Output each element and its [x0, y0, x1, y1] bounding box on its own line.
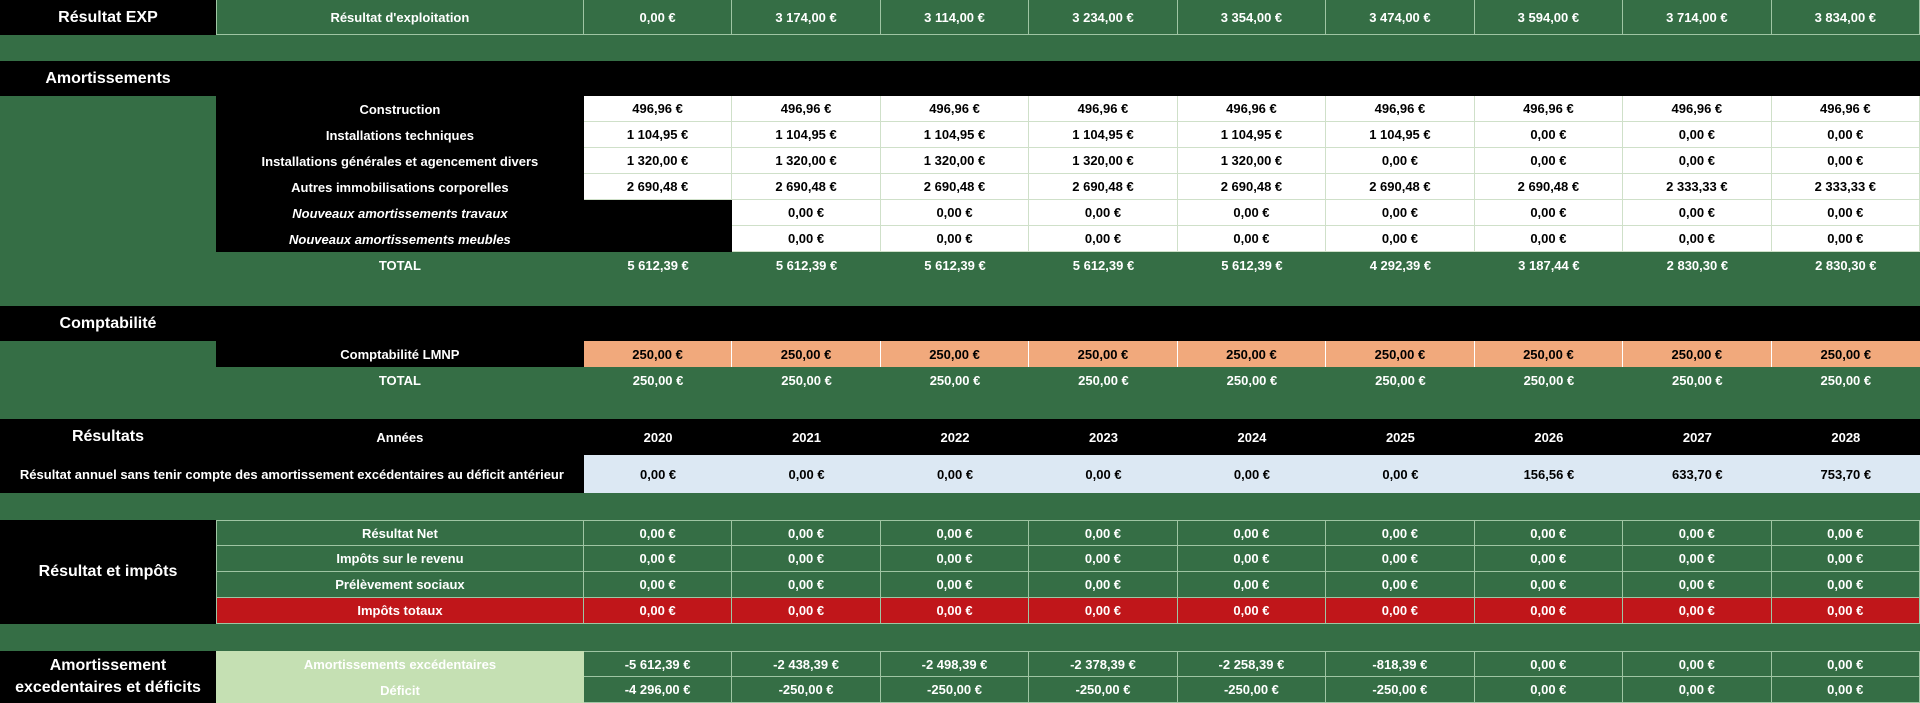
- value-cell[interactable]: 0,00 €: [732, 226, 880, 252]
- value-cell[interactable]: 0,00 €: [1326, 455, 1474, 493]
- table-row: [0, 341, 1920, 367]
- value-cell[interactable]: 0,00 €: [1623, 148, 1771, 174]
- value-cell[interactable]: 0,00 €: [1772, 677, 1920, 703]
- table-row: [0, 96, 1920, 122]
- table-row: [216, 598, 1920, 624]
- value-cell[interactable]: 496,96 €: [1623, 96, 1771, 122]
- value-cell[interactable]: 3 834,00 €: [1772, 0, 1920, 35]
- value-cell[interactable]: 3 114,00 €: [881, 0, 1029, 35]
- value-cell[interactable]: 0,00 €: [1623, 226, 1771, 252]
- total-value[interactable]: 250,00 €: [1178, 367, 1326, 393]
- value-cell[interactable]: 250,00 €: [1772, 341, 1920, 367]
- total-value[interactable]: 5 612,39 €: [1029, 252, 1177, 278]
- value-cell[interactable]: 0,00 €: [1326, 572, 1474, 598]
- value-cell[interactable]: 0,00 €: [1623, 200, 1771, 226]
- value-cell[interactable]: 2 690,48 €: [1029, 174, 1177, 200]
- value-cell[interactable]: 0,00 €: [1178, 200, 1326, 226]
- value-cell[interactable]: -5 612,39 €: [584, 651, 732, 677]
- value-cell[interactable]: 2 690,48 €: [881, 174, 1029, 200]
- year-header[interactable]: 2023: [1089, 429, 1118, 445]
- value-cell[interactable]: 0,00 €: [584, 520, 732, 546]
- value-cell[interactable]: -818,39 €: [1326, 651, 1474, 677]
- row-label[interactable]: Impôts sur le revenu: [216, 546, 584, 572]
- value-cell[interactable]: 496,96 €: [1772, 96, 1920, 122]
- value-cell[interactable]: 0,00 €: [1178, 598, 1326, 624]
- section-amortissements[interactable]: Amortissements: [45, 69, 171, 87]
- value-cell[interactable]: 496,96 €: [1178, 96, 1326, 122]
- value-cell[interactable]: 0,00 €: [1029, 546, 1177, 572]
- value-cell[interactable]: 1 104,95 €: [584, 122, 732, 148]
- value-cell[interactable]: 0,00 €: [1029, 200, 1177, 226]
- row-label[interactable]: Installations générales et agencement divers: [216, 148, 584, 174]
- value-cell[interactable]: 0,00 €: [1475, 572, 1623, 598]
- empty-cell[interactable]: [0, 252, 216, 278]
- year-header[interactable]: 2020: [643, 429, 673, 445]
- table-row: [0, 226, 1920, 252]
- value-cell[interactable]: 3 234,00 €: [1029, 0, 1177, 35]
- value-cell[interactable]: 250,00 €: [881, 341, 1029, 367]
- value-cell[interactable]: 2 690,48 €: [1326, 174, 1474, 200]
- value-cell[interactable]: 3 714,00 €: [1623, 0, 1771, 35]
- row-label[interactable]: Comptabilité LMNP: [216, 341, 584, 367]
- value-cell[interactable]: 0,00 €: [1029, 455, 1177, 493]
- total-value[interactable]: 250,00 €: [1326, 367, 1474, 393]
- value-cell[interactable]: [584, 226, 732, 252]
- value-cell[interactable]: 0,00 €: [732, 598, 880, 624]
- value-cell[interactable]: 0,00 €: [881, 546, 1029, 572]
- section-resultat-exp[interactable]: Résultat EXP: [0, 0, 216, 35]
- total-label[interactable]: TOTAL: [216, 367, 584, 393]
- value-cell[interactable]: 0,00 €: [881, 598, 1029, 624]
- value-cell[interactable]: 753,70 €: [1772, 455, 1920, 493]
- row-label[interactable]: Impôts totaux: [216, 598, 584, 624]
- value-cell[interactable]: 0,00 €: [881, 226, 1029, 252]
- total-value[interactable]: 250,00 €: [732, 367, 880, 393]
- year-header[interactable]: 2028: [1831, 429, 1861, 445]
- total-value[interactable]: 250,00 €: [1623, 367, 1771, 393]
- value-cell[interactable]: 3 354,00 €: [1178, 0, 1326, 35]
- value-cell[interactable]: 0,00 €: [1772, 226, 1920, 252]
- value-cell[interactable]: 1 320,00 €: [732, 148, 880, 174]
- value-cell[interactable]: 0,00 €: [584, 546, 732, 572]
- value-cell[interactable]: -2 498,39 €: [881, 651, 1029, 677]
- value-cell[interactable]: 0,00 €: [1326, 546, 1474, 572]
- value-cell[interactable]: 0,00 €: [1326, 520, 1474, 546]
- section-resultat-impots[interactable]: Résultat et impôts: [0, 520, 216, 624]
- value-cell[interactable]: 633,70 €: [1623, 455, 1771, 493]
- value-cell[interactable]: 0,00 €: [584, 598, 732, 624]
- value-cell[interactable]: 0,00 €: [1772, 200, 1920, 226]
- value-cell[interactable]: 0,00 €: [1178, 546, 1326, 572]
- value-cell[interactable]: 0,00 €: [1326, 148, 1474, 174]
- value-cell[interactable]: 0,00 €: [1623, 677, 1771, 703]
- value-cell[interactable]: 0,00 €: [584, 572, 732, 598]
- empty-cell[interactable]: [0, 367, 216, 393]
- value-cell[interactable]: 156,56 €: [1475, 455, 1623, 493]
- value-cell[interactable]: 250,00 €: [584, 341, 732, 367]
- value-cell[interactable]: 0,00 €: [881, 455, 1029, 493]
- section-amortissement-excedentaires[interactable]: Amortissement excedentaires et déficits: [0, 651, 216, 703]
- row-resultats-years: [0, 419, 1920, 455]
- total-label[interactable]: TOTAL: [216, 252, 584, 278]
- value-cell[interactable]: 0,00 €: [732, 455, 880, 493]
- empty-cell[interactable]: [0, 174, 216, 200]
- value-cell[interactable]: -250,00 €: [1178, 677, 1326, 703]
- value-cell[interactable]: 0,00 €: [1623, 546, 1771, 572]
- empty-cell[interactable]: [0, 341, 216, 367]
- value-cell[interactable]: 0,00 €: [1326, 598, 1474, 624]
- value-cell[interactable]: 496,96 €: [732, 96, 880, 122]
- value-cell[interactable]: 0,00 €: [881, 520, 1029, 546]
- total-value[interactable]: 5 612,39 €: [881, 252, 1029, 278]
- value-cell[interactable]: 0,00 €: [732, 520, 880, 546]
- empty-cell[interactable]: [0, 200, 216, 226]
- value-cell[interactable]: 496,96 €: [1029, 96, 1177, 122]
- total-value[interactable]: 250,00 €: [1029, 367, 1177, 393]
- table-row: [0, 148, 1920, 174]
- value-cell[interactable]: 0,00 €: [1475, 651, 1623, 677]
- value-cell[interactable]: 1 104,95 €: [1029, 122, 1177, 148]
- total-value[interactable]: 5 612,39 €: [732, 252, 880, 278]
- value-cell[interactable]: 0,00 €: [732, 572, 880, 598]
- total-value[interactable]: 2 830,30 €: [1772, 252, 1920, 278]
- value-cell[interactable]: 0,00 €: [1475, 546, 1623, 572]
- value-cell[interactable]: 3 174,00 €: [732, 0, 880, 35]
- total-value[interactable]: 5 612,39 €: [584, 252, 732, 278]
- value-cell[interactable]: -250,00 €: [1029, 677, 1177, 703]
- value-cell[interactable]: 0,00 €: [1623, 651, 1771, 677]
- years-label[interactable]: Années: [376, 429, 424, 445]
- value-cell[interactable]: -250,00 €: [1326, 677, 1474, 703]
- empty-cell[interactable]: [0, 148, 216, 174]
- row-label[interactable]: Construction: [216, 96, 584, 122]
- value-cell[interactable]: 250,00 €: [1029, 341, 1177, 367]
- value-cell[interactable]: 2 333,33 €: [1772, 174, 1920, 200]
- total-value[interactable]: 250,00 €: [1772, 367, 1920, 393]
- table-row: [216, 572, 1920, 598]
- total-value[interactable]: 250,00 €: [881, 367, 1029, 393]
- value-cell[interactable]: 1 104,95 €: [732, 122, 880, 148]
- value-cell[interactable]: 0,00 €: [1475, 520, 1623, 546]
- year-header[interactable]: 2025: [1385, 429, 1415, 445]
- value-cell[interactable]: 0,00 €: [1178, 572, 1326, 598]
- value-cell[interactable]: 0,00 €: [732, 200, 880, 226]
- row-label[interactable]: Résultat Net: [216, 520, 584, 546]
- row-label[interactable]: Installations techniques: [216, 122, 584, 148]
- total-row: [0, 367, 1920, 393]
- value-cell[interactable]: 0,00 €: [1475, 677, 1623, 703]
- value-cell[interactable]: -2 438,39 €: [732, 651, 880, 677]
- value-cell[interactable]: 1 320,00 €: [584, 148, 732, 174]
- label-resultat-exploitation[interactable]: Résultat d'exploitation: [216, 0, 584, 35]
- table-row: [0, 122, 1920, 148]
- value-cell[interactable]: 0,00 €: [1772, 148, 1920, 174]
- value-cell[interactable]: 0,00 €: [1029, 226, 1177, 252]
- value-cell[interactable]: 0,00 €: [1029, 572, 1177, 598]
- table-row: [216, 677, 1920, 703]
- row-resultat-exploitation: [0, 0, 1920, 35]
- value-cell[interactable]: 1 320,00 €: [1029, 148, 1177, 174]
- value-cell[interactable]: 0,00 €: [1326, 226, 1474, 252]
- value-cell[interactable]: 0,00 €: [1475, 122, 1623, 148]
- value-cell[interactable]: 2 690,48 €: [1178, 174, 1326, 200]
- year-header[interactable]: 2021: [792, 429, 821, 445]
- value-cell[interactable]: 3 474,00 €: [1326, 0, 1474, 35]
- total-value[interactable]: 2 830,30 €: [1623, 252, 1771, 278]
- value-cell[interactable]: 0,00 €: [1623, 520, 1771, 546]
- value-cell[interactable]: -250,00 €: [732, 677, 880, 703]
- total-value[interactable]: 4 292,39 €: [1326, 252, 1474, 278]
- value-cell[interactable]: 0,00 €: [732, 546, 880, 572]
- value-cell[interactable]: 0,00 €: [1475, 598, 1623, 624]
- value-cell[interactable]: 1 104,95 €: [881, 122, 1029, 148]
- value-cell[interactable]: [584, 200, 732, 226]
- value-cell[interactable]: 0,00 €: [1178, 455, 1326, 493]
- empty-cell[interactable]: [0, 96, 216, 122]
- value-cell[interactable]: 0,00 €: [1326, 200, 1474, 226]
- total-row: [0, 252, 1920, 278]
- value-cell[interactable]: 1 320,00 €: [881, 148, 1029, 174]
- table-row: [216, 520, 1920, 546]
- row-label[interactable]: Déficit: [216, 677, 584, 703]
- value-cell[interactable]: -4 296,00 €: [584, 677, 732, 703]
- row-amortissements-header: [0, 61, 1920, 96]
- value-cell[interactable]: 0,00 €: [1475, 148, 1623, 174]
- value-cell[interactable]: 0,00 €: [1772, 598, 1920, 624]
- value-cell[interactable]: 496,96 €: [584, 96, 732, 122]
- value-cell[interactable]: 0,00 €: [1772, 520, 1920, 546]
- value-cell[interactable]: -2 258,39 €: [1178, 651, 1326, 677]
- value-cell[interactable]: 0,00 €: [1623, 122, 1771, 148]
- value-cell[interactable]: 250,00 €: [1326, 341, 1474, 367]
- value-cell[interactable]: 0,00 €: [1029, 520, 1177, 546]
- value-cell[interactable]: 0,00 €: [1772, 572, 1920, 598]
- table-row: [216, 651, 1920, 677]
- year-header[interactable]: 2026: [1534, 429, 1564, 445]
- value-cell[interactable]: 2 690,48 €: [732, 174, 880, 200]
- empty-cell[interactable]: [0, 122, 216, 148]
- value-cell[interactable]: 0,00 €: [1178, 226, 1326, 252]
- year-header[interactable]: 2024: [1237, 429, 1267, 445]
- value-cell[interactable]: 496,96 €: [1475, 96, 1623, 122]
- row-label[interactable]: Autres immobilisations corporelles: [216, 174, 584, 200]
- value-cell[interactable]: 1 320,00 €: [1178, 148, 1326, 174]
- row-resultat-annuel: [0, 455, 1920, 493]
- total-value[interactable]: 250,00 €: [584, 367, 732, 393]
- total-value[interactable]: 5 612,39 €: [1178, 252, 1326, 278]
- annual-result-label[interactable]: Résultat annuel sans tenir compte des amortissement excédentaires au déficit antérieur: [0, 455, 584, 493]
- total-value[interactable]: 250,00 €: [1475, 367, 1623, 393]
- empty-cell[interactable]: [0, 226, 216, 252]
- value-cell[interactable]: 0,00 €: [1623, 572, 1771, 598]
- value-cell[interactable]: 250,00 €: [1623, 341, 1771, 367]
- table-row: [0, 200, 1920, 226]
- row-label[interactable]: Nouveaux amortissements meubles: [216, 226, 584, 252]
- value-cell[interactable]: 0,00 €: [584, 455, 732, 493]
- section-comptabilite[interactable]: Comptabilité: [59, 314, 157, 332]
- value-cell[interactable]: 0,00 €: [1623, 598, 1771, 624]
- value-cell[interactable]: 250,00 €: [732, 341, 880, 367]
- row-comptabilite-header: [0, 306, 1920, 341]
- value-cell[interactable]: 250,00 €: [1178, 341, 1326, 367]
- row-label[interactable]: Nouveaux amortissements travaux: [216, 200, 584, 226]
- value-cell[interactable]: -250,00 €: [881, 677, 1029, 703]
- value-cell[interactable]: 2 690,48 €: [584, 174, 732, 200]
- value-cell[interactable]: 0,00 €: [584, 0, 732, 35]
- total-value[interactable]: 3 187,44 €: [1475, 252, 1623, 278]
- row-label[interactable]: Prélèvement sociaux: [216, 572, 584, 598]
- value-cell[interactable]: 2 333,33 €: [1623, 174, 1771, 200]
- value-cell[interactable]: 0,00 €: [1772, 546, 1920, 572]
- value-cell[interactable]: -2 378,39 €: [1029, 651, 1177, 677]
- value-cell[interactable]: 0,00 €: [1475, 226, 1623, 252]
- row-label[interactable]: Amortissements excédentaires: [216, 651, 584, 677]
- value-cell[interactable]: 1 104,95 €: [1178, 122, 1326, 148]
- value-cell[interactable]: 0,00 €: [1029, 598, 1177, 624]
- value-cell[interactable]: 496,96 €: [1326, 96, 1474, 122]
- value-cell[interactable]: 0,00 €: [1772, 651, 1920, 677]
- value-cell[interactable]: 0,00 €: [1475, 200, 1623, 226]
- value-cell[interactable]: 250,00 €: [1475, 341, 1623, 367]
- value-cell[interactable]: 0,00 €: [1178, 520, 1326, 546]
- table-row: [0, 174, 1920, 200]
- year-header[interactable]: 2022: [940, 429, 970, 445]
- section-resultats[interactable]: Résultats: [71, 428, 144, 445]
- value-cell[interactable]: 0,00 €: [1772, 122, 1920, 148]
- value-cell[interactable]: 0,00 €: [881, 572, 1029, 598]
- value-cell[interactable]: 3 594,00 €: [1475, 0, 1623, 35]
- value-cell[interactable]: 2 690,48 €: [1475, 174, 1623, 200]
- value-cell[interactable]: 1 104,95 €: [1326, 122, 1474, 148]
- year-header[interactable]: 2027: [1682, 429, 1712, 445]
- value-cell[interactable]: 496,96 €: [881, 96, 1029, 122]
- value-cell[interactable]: 0,00 €: [881, 200, 1029, 226]
- table-row: [216, 546, 1920, 572]
